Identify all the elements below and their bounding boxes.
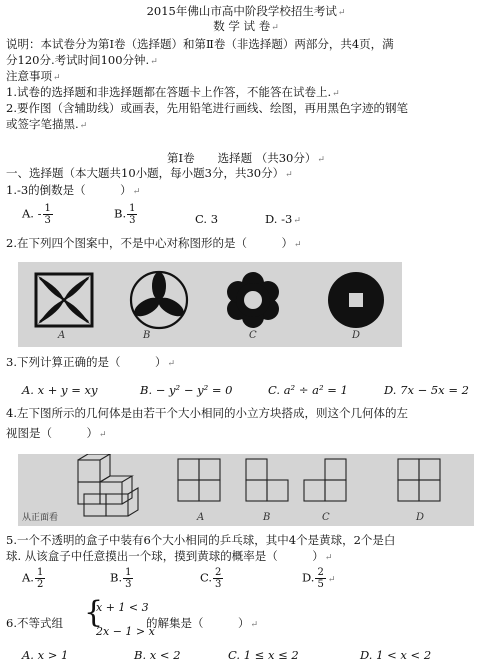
q6-option-b: B. x < 2 [134, 648, 181, 662]
q2-label-b: B [143, 330, 151, 341]
q5-option-a: A. $\frac{1}{2}$ [22, 567, 44, 590]
q6-option-a: A. x > 1 [22, 648, 69, 662]
q2-stem: 2.在下列四个图案中，不是中心对称图形的是（ ）↵ [6, 236, 302, 250]
q2-label-a: A [58, 330, 66, 341]
note-2-line-2: 或签字笔描黑.↵ [6, 117, 88, 131]
q3-option-b: B. − y² − y² = 0 [140, 383, 233, 397]
part-1-title: 第Ⅰ卷 选择题 （共30分）↵ [167, 151, 325, 165]
q1-stem: 1.-3的倒数是（ ）↵ [6, 183, 141, 197]
q3-stem: 3.下列计算正确的是（ ）↵ [6, 355, 176, 369]
exam-subtitle: 数 学 试 卷↵ [213, 19, 279, 33]
q4-stem-line-1: 4.左下图所示的几何体是由若干个大小相同的小立方块搭成，则这个几何体的左 [6, 406, 408, 420]
q4-figure-strip [18, 454, 474, 526]
q4-view-a [178, 459, 220, 501]
q2-label-c: C [249, 330, 257, 341]
exam-title: 2015年佛山市高中阶段学校招生考试↵ [146, 4, 346, 18]
q4-view-c [304, 459, 346, 501]
q4-front-view-caption: 从正面看 [22, 513, 59, 523]
q2-figure-d [328, 272, 384, 328]
q3-option-d: D. 7x − 5x = 2 [384, 383, 469, 397]
q2-figure-strip [18, 262, 402, 347]
q5-option-c: C. $\frac{2}{3}$ [200, 567, 222, 590]
q4-figures [18, 454, 474, 526]
note-1: 1.试卷的选择题和非选择题都在答题卡上作答，不能答在试卷上.↵ [6, 85, 340, 99]
q4-stem-line-2: 视图是（ ）↵ [6, 426, 107, 440]
q4-label-d: D [416, 512, 425, 523]
q5-option-d: D. $\frac{2}{5}$ ↵ [302, 567, 336, 590]
instruction-line-2: 分120分.考试时间100分钟.↵ [6, 53, 158, 67]
q2-figure-c [227, 272, 279, 328]
q2-figure-b [131, 272, 187, 328]
q4-solid-figure [78, 454, 138, 516]
note-2-line-1: 2.要作图（含辅助线）或画表，先用铅笔进行画线、绘图，再用黑色字迹的钢笔 [6, 101, 408, 115]
q6-option-d: D. 1 < x < 2 [360, 648, 432, 662]
q6-brace: { [84, 595, 104, 630]
q1-option-c: C. 3 [195, 212, 219, 226]
instruction-line-1: 说明：本试卷分为第Ⅰ卷（选择题）和第Ⅱ卷（非选择题）两部分，共4页，满 [6, 37, 394, 51]
q2-label-d: D [352, 330, 361, 341]
q4-label-a: A [197, 512, 205, 523]
q1-option-a: A. - $\frac{1}{3}$ [22, 203, 51, 226]
q6-inequality-2: 2x − 1 > x [96, 625, 155, 638]
q6-option-c: C. 1 ≤ x ≤ 2 [228, 648, 299, 662]
q3-option-c: C. a² ÷ a² = 1 [268, 383, 348, 397]
q4-label-c: C [322, 512, 330, 523]
q6-inequality-1: x + 1 < 3 [96, 601, 149, 614]
q5-stem-line-2: 球. 从该盒子中任意摸出一个球，摸到黄球的概率是（ ）↵ [6, 549, 333, 563]
section-heading: 一、选择题（本大题共10小题，每小题3分，共30分）↵ [6, 166, 293, 180]
q4-view-b [246, 459, 288, 501]
q6-stem-prefix: 6.不等式组 [6, 616, 63, 630]
q5-option-b: B. $\frac{1}{3}$ [110, 567, 132, 590]
q1-option-b: B. $\frac{1}{3}$ [114, 203, 136, 226]
notes-title: 注意事项↵ [6, 69, 61, 83]
q4-label-b: B [263, 512, 271, 523]
q3-option-a: A. x + y = xy [22, 383, 98, 397]
q4-view-d [398, 459, 440, 501]
q5-stem-line-1: 5.一个不透明的盒子中装有6个大小相同的乒乓球，其中4个是黄球，2个是白 [6, 533, 396, 547]
q1-option-d: D. -3↵ [265, 212, 301, 226]
q2-figure-a [36, 274, 92, 326]
q6-stem-suffix: 的解集是（ ）↵ [146, 616, 259, 630]
q2-figures [18, 262, 402, 347]
